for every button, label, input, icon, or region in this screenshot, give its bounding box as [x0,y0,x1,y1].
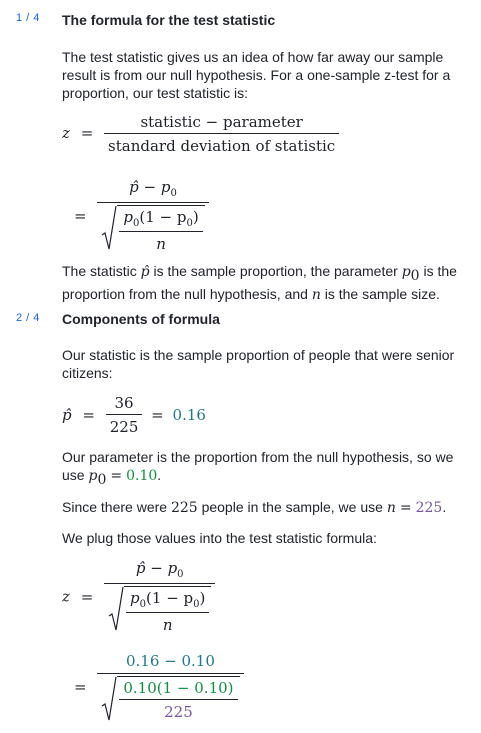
p0-value: 0.10 [126,468,158,484]
equals-sign: = [82,406,95,424]
z-formula-fraction-2 [104,559,215,634]
square-root [101,205,204,253]
sqrt-inner-denominator-2: n [126,612,209,634]
z-formula-numerator-2 [104,559,215,583]
equals-sign: = [74,677,87,696]
phat-symbol: p̂ [62,406,72,424]
period: . [442,499,447,515]
statistic-fraction-numerator: statistic − parameter [140,113,303,131]
explain-text: is the sample proportion, the parameter [149,263,402,279]
sqrt-inner-numerator-2 [126,589,209,612]
p0-subscript: 0 [132,218,140,229]
z-values-equation [74,652,244,721]
phat-fraction [106,394,143,436]
z-formula-numerator [97,178,208,202]
square-root [101,676,239,721]
z-formula-equation [74,178,209,253]
parameter-text [62,448,467,489]
step1-explanation [62,262,467,304]
phat-denominator: 225 [106,414,143,436]
explain-text: The statistic [62,263,141,279]
step-number-1: 1 / 4 [16,12,40,24]
one-minus: (1 − p [139,208,187,226]
p0-var: p [123,208,133,226]
period: . [157,467,162,483]
sqrt-values-numerator: 0.10(1 − 0.10) [123,679,234,697]
phat-minus-p: p̂ − p [129,178,171,196]
phat-result: 0.16 [172,406,206,424]
z-formula-denominator [97,202,208,253]
equals-sign: = [110,468,123,484]
p0-subscript: 0 [410,267,420,284]
p0-symbol: p [88,468,98,484]
phat-numerator: 36 [114,394,134,412]
sample-text: Since there were [62,499,171,515]
equals-sign: = [399,500,412,516]
phat-calculation [62,394,206,436]
equals-sign: = [80,124,94,142]
phat-minus-p: p̂ − p [135,559,178,577]
explain-text: is the sample size. [320,285,440,302]
square-root [108,586,211,634]
p0-subscript: 0 [193,599,200,610]
sqrt-values-denominator: 225 [119,699,237,721]
sample-count: 225 [170,500,198,516]
statistic-fraction [104,113,339,155]
one-minus: (1 − p [146,589,194,607]
sqrt-inner-denominator: n [119,231,202,253]
z-variable: z [62,124,70,142]
z-formula-equation-2 [62,559,215,634]
n-value: 225 [415,500,443,516]
sample-text: people in the sample, we use [197,499,387,515]
equals-sign: = [151,406,164,424]
z-formula-denominator-2 [104,583,215,634]
n-symbol: n [386,500,396,516]
z-values-fraction [97,652,243,721]
step-number-2: 2 / 4 [16,312,40,324]
z-values-numerator: 0.16 − 0.10 [125,652,215,670]
step-title-1: The formula for the test statistic [62,12,276,28]
step2-intro: Our statistic is the sample proportion of people that were senior citizens: [62,347,455,381]
statistic-fraction-denominator: standard deviation of statistic [104,133,339,155]
sqrt-inner-numerator [119,208,202,231]
sqrt-symbol-icon [108,586,124,632]
sqrt-symbol-icon [101,205,117,251]
p0-var: p [130,589,140,607]
close-paren: ) [192,208,199,226]
equals-sign: = [74,206,87,225]
close-paren: ) [199,589,206,607]
p0-subscript: 0 [139,599,147,610]
z-variable: z [62,587,70,606]
p0-subscript: 0 [177,569,184,580]
n-symbol: n [311,286,321,303]
z-values-denominator [97,673,243,721]
step-title-2: Components of formula [62,311,220,327]
sample-size-text [62,498,467,517]
p0-symbol: p [401,264,411,280]
explain-text: is the proportion from the null hypothesis, and [62,263,457,302]
phat-symbol: p̂ [140,264,150,280]
param-text: Our parameter is the proportion from the null hypothesis, so we use [62,449,454,483]
z-definition-equation [62,113,339,155]
sqrt-inner-fraction-2 [126,589,209,634]
sqrt-symbol-icon [101,676,117,722]
plug-values-text: We plug those values into the test statistic formula: [62,530,377,546]
equals-sign: = [80,587,94,606]
p0-subscript: 0 [97,471,107,488]
p0-subscript: 0 [170,188,177,199]
p0-subscript: 0 [186,218,193,229]
sqrt-values-fraction [119,679,237,721]
step1-intro: The test statistic gives us an idea of how far away our sample result is from our null hypothesis. For a one-sample z-test for a proportion, our test statistic is: [62,49,451,101]
sqrt-inner-fraction [119,208,202,253]
z-formula-fraction [97,178,208,253]
